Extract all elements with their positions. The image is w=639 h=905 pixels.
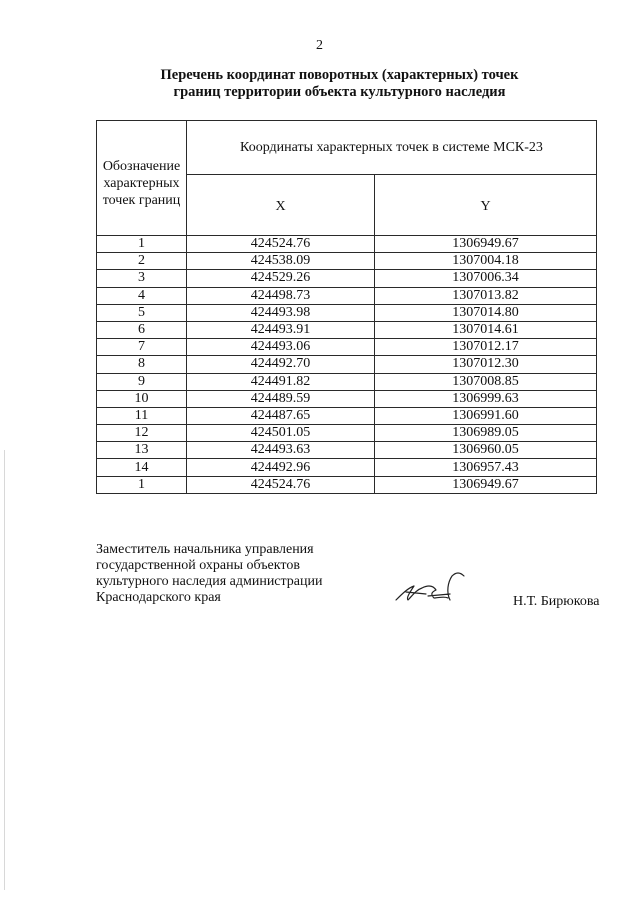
x-coordinate-cell: 424538.09	[187, 253, 375, 270]
table-row	[97, 476, 597, 493]
y-coordinate-cell: 1306991.60	[375, 407, 597, 424]
point-number-cell: 8	[97, 356, 187, 373]
y-coordinate-cell: 1306949.67	[375, 476, 597, 493]
header-x: X	[187, 175, 375, 236]
x-coordinate-cell: 424493.63	[187, 442, 375, 459]
document-title	[80, 67, 599, 101]
table-row	[97, 287, 597, 304]
x-coordinate-cell: 424489.59	[187, 390, 375, 407]
header-designation-line-2: характерных	[103, 175, 180, 191]
x-coordinate-cell: 424524.76	[187, 476, 375, 493]
y-coordinate-cell: 1306957.43	[375, 459, 597, 476]
y-coordinate-cell: 1307006.34	[375, 270, 597, 287]
table-row	[97, 425, 597, 442]
scan-margin-line	[4, 450, 5, 890]
y-coordinate-cell: 1306989.05	[375, 425, 597, 442]
point-number-cell: 14	[97, 459, 187, 476]
point-number-cell: 7	[97, 339, 187, 356]
y-coordinate-cell: 1307014.80	[375, 304, 597, 321]
x-coordinate-cell: 424492.70	[187, 356, 375, 373]
point-number-cell: 10	[97, 390, 187, 407]
table-row	[97, 253, 597, 270]
x-coordinate-cell: 424487.65	[187, 407, 375, 424]
x-coordinate-cell: 424498.73	[187, 287, 375, 304]
x-coordinate-cell: 424493.98	[187, 304, 375, 321]
signer-position	[96, 542, 323, 606]
x-coordinate-cell: 424493.91	[187, 321, 375, 338]
point-number-cell: 1	[97, 236, 187, 253]
point-number-cell: 1	[97, 476, 187, 493]
x-coordinate-cell: 424492.96	[187, 459, 375, 476]
signer-position-line-3: культурного наследия администрации	[96, 574, 323, 589]
signer-position-line-4: Краснодарского края	[96, 590, 221, 605]
y-coordinate-cell: 1307012.17	[375, 339, 597, 356]
coordinates-table	[96, 120, 597, 494]
signer-name: Н.Т. Бирюкова	[513, 594, 600, 609]
table-row	[97, 304, 597, 321]
point-number-cell: 12	[97, 425, 187, 442]
point-number-cell: 4	[97, 287, 187, 304]
y-coordinate-cell: 1306999.63	[375, 390, 597, 407]
y-coordinate-cell: 1307013.82	[375, 287, 597, 304]
table-row	[97, 373, 597, 390]
header-designation-line-3: точек границ	[102, 192, 181, 208]
point-number-cell: 2	[97, 253, 187, 270]
table-row	[97, 321, 597, 338]
x-coordinate-cell: 424491.82	[187, 373, 375, 390]
header-point-designation	[97, 121, 187, 236]
coordinates-table-header	[97, 121, 597, 236]
table-row	[97, 442, 597, 459]
x-coordinate-cell: 424501.05	[187, 425, 375, 442]
signer-position-line-1: Заместитель начальника управления	[96, 542, 314, 557]
x-coordinate-cell: 424493.06	[187, 339, 375, 356]
y-coordinate-cell: 1307014.61	[375, 321, 597, 338]
y-coordinate-cell: 1307004.18	[375, 253, 597, 270]
coordinates-table-body	[97, 236, 597, 494]
y-coordinate-cell: 1307008.85	[375, 373, 597, 390]
point-number-cell: 5	[97, 304, 187, 321]
document-title-line-1: Перечень координат поворотных (характерных) точек	[160, 67, 519, 83]
header-designation-line-1: Обозначение	[102, 158, 181, 174]
x-coordinate-cell: 424529.26	[187, 270, 375, 287]
table-row	[97, 356, 597, 373]
table-row	[97, 236, 597, 253]
table-row	[97, 407, 597, 424]
x-coordinate-cell: 424524.76	[187, 236, 375, 253]
point-number-cell: 11	[97, 407, 187, 424]
signer-position-line-2: государственной охраны объектов	[96, 558, 300, 573]
table-row	[97, 270, 597, 287]
y-coordinate-cell: 1306949.67	[375, 236, 597, 253]
header-y: Y	[375, 175, 597, 236]
document-title-line-2: границ территории объекта культурного наследия	[173, 84, 506, 100]
handwritten-signature	[392, 568, 474, 608]
y-coordinate-cell: 1306960.05	[375, 442, 597, 459]
table-row	[97, 459, 597, 476]
point-number-cell: 6	[97, 321, 187, 338]
point-number-cell: 9	[97, 373, 187, 390]
header-coordinate-system: Координаты характерных точек в системе МСК-23	[187, 121, 597, 175]
point-number-cell: 13	[97, 442, 187, 459]
y-coordinate-cell: 1307012.30	[375, 356, 597, 373]
table-row	[97, 339, 597, 356]
page-number: 2	[316, 38, 323, 53]
point-number-cell: 3	[97, 270, 187, 287]
table-row	[97, 390, 597, 407]
